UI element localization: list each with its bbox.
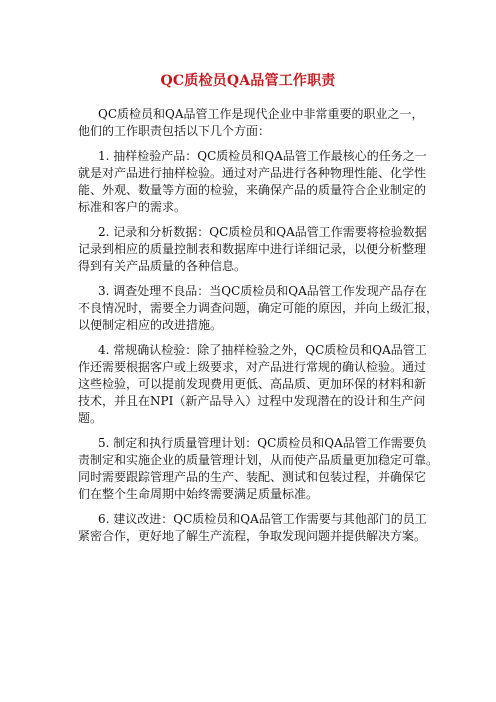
paragraph-line: 责制定和实施企业的质量管理计划，从而使产品质量更加稳定可靠。 [78, 453, 439, 467]
paragraph-line: 能、外观、数量等方面的检验，来确保产品的质量符合企业制定的 [78, 183, 427, 197]
paragraph-item-1 [78, 148, 438, 216]
paragraph-line: 就是对产品进行抽样检验。通过对产品进行各种物理性能、化学性 [78, 166, 427, 180]
document-title: QC质检员QA品管工作职责 [160, 73, 336, 89]
paragraph-line: 6. 建议改进：QC质检员和QA品管工作需要与其他部门的员工 [98, 512, 427, 526]
paragraph-line: 以便制定相应的改进措施。 [78, 318, 223, 332]
paragraph-line: 同时需要跟踪管理产品的生产、装配、测试和包装过程，并确保它 [78, 470, 427, 484]
paragraph-line: 3. 调查处理不良品：当QC质检员和QA品管工作发现产品存在 [98, 284, 427, 298]
paragraph-line: 这些检验，可以提前发现费用更低、高品质、更加环保的材料和新 [78, 377, 427, 391]
paragraph-intro [78, 106, 438, 140]
paragraph-line: 标准和客户的需求。 [78, 200, 187, 214]
paragraph-line: 5. 制定和执行质量管理计划：QC质检员和QA品管工作需要负 [98, 436, 427, 450]
paragraph-line: 记录到相应的质量控制表和数据库中进行详细记录，以便分析整理 [78, 242, 427, 256]
document-body [78, 106, 438, 553]
paragraph-item-5 [78, 435, 438, 503]
paragraph-line: 不良情况时，需要全力调查问题，确定可能的原因，并向上级汇报， [78, 301, 439, 315]
paragraph-line: 4. 常规确认检验：除了抽样检验之外，QC质检员和QA品管工 [98, 343, 427, 357]
paragraph-line: 们在整个生命周期中始终需要满足质量标准。 [78, 487, 319, 501]
paragraph-line: 1. 抽样检验产品：QC质检员和QA品管工作最核心的任务之一 [98, 149, 427, 163]
paragraph-item-6 [78, 511, 438, 545]
paragraph-line: 他们的工作职责包括以下几个方面： [78, 124, 271, 138]
paragraph-line: 得到有关产品质量的各种信息。 [78, 259, 247, 273]
paragraph-line: 作还需要根据客户或上级要求，对产品进行常规的确认检验。通过 [78, 360, 427, 374]
paragraph-line: QC质检员和QA品管工作是现代企业中非常重要的职业之一， [98, 107, 424, 121]
paragraph-item-3 [78, 283, 438, 334]
paragraph-line: 题。 [78, 411, 103, 425]
paragraph-line: 技术，并且在NPI（新产品导入）过程中发现潜在的设计和生产问 [78, 394, 426, 408]
paragraph-line: 紧密合作，更好地了解生产流程，争取发现问题并提供解决方案。 [78, 529, 427, 543]
paragraph-item-4 [78, 342, 438, 427]
paragraph-item-2 [78, 224, 438, 275]
paragraph-line: 2. 记录和分析数据：QC质检员和QA品管工作需要将检验数据 [98, 225, 427, 239]
